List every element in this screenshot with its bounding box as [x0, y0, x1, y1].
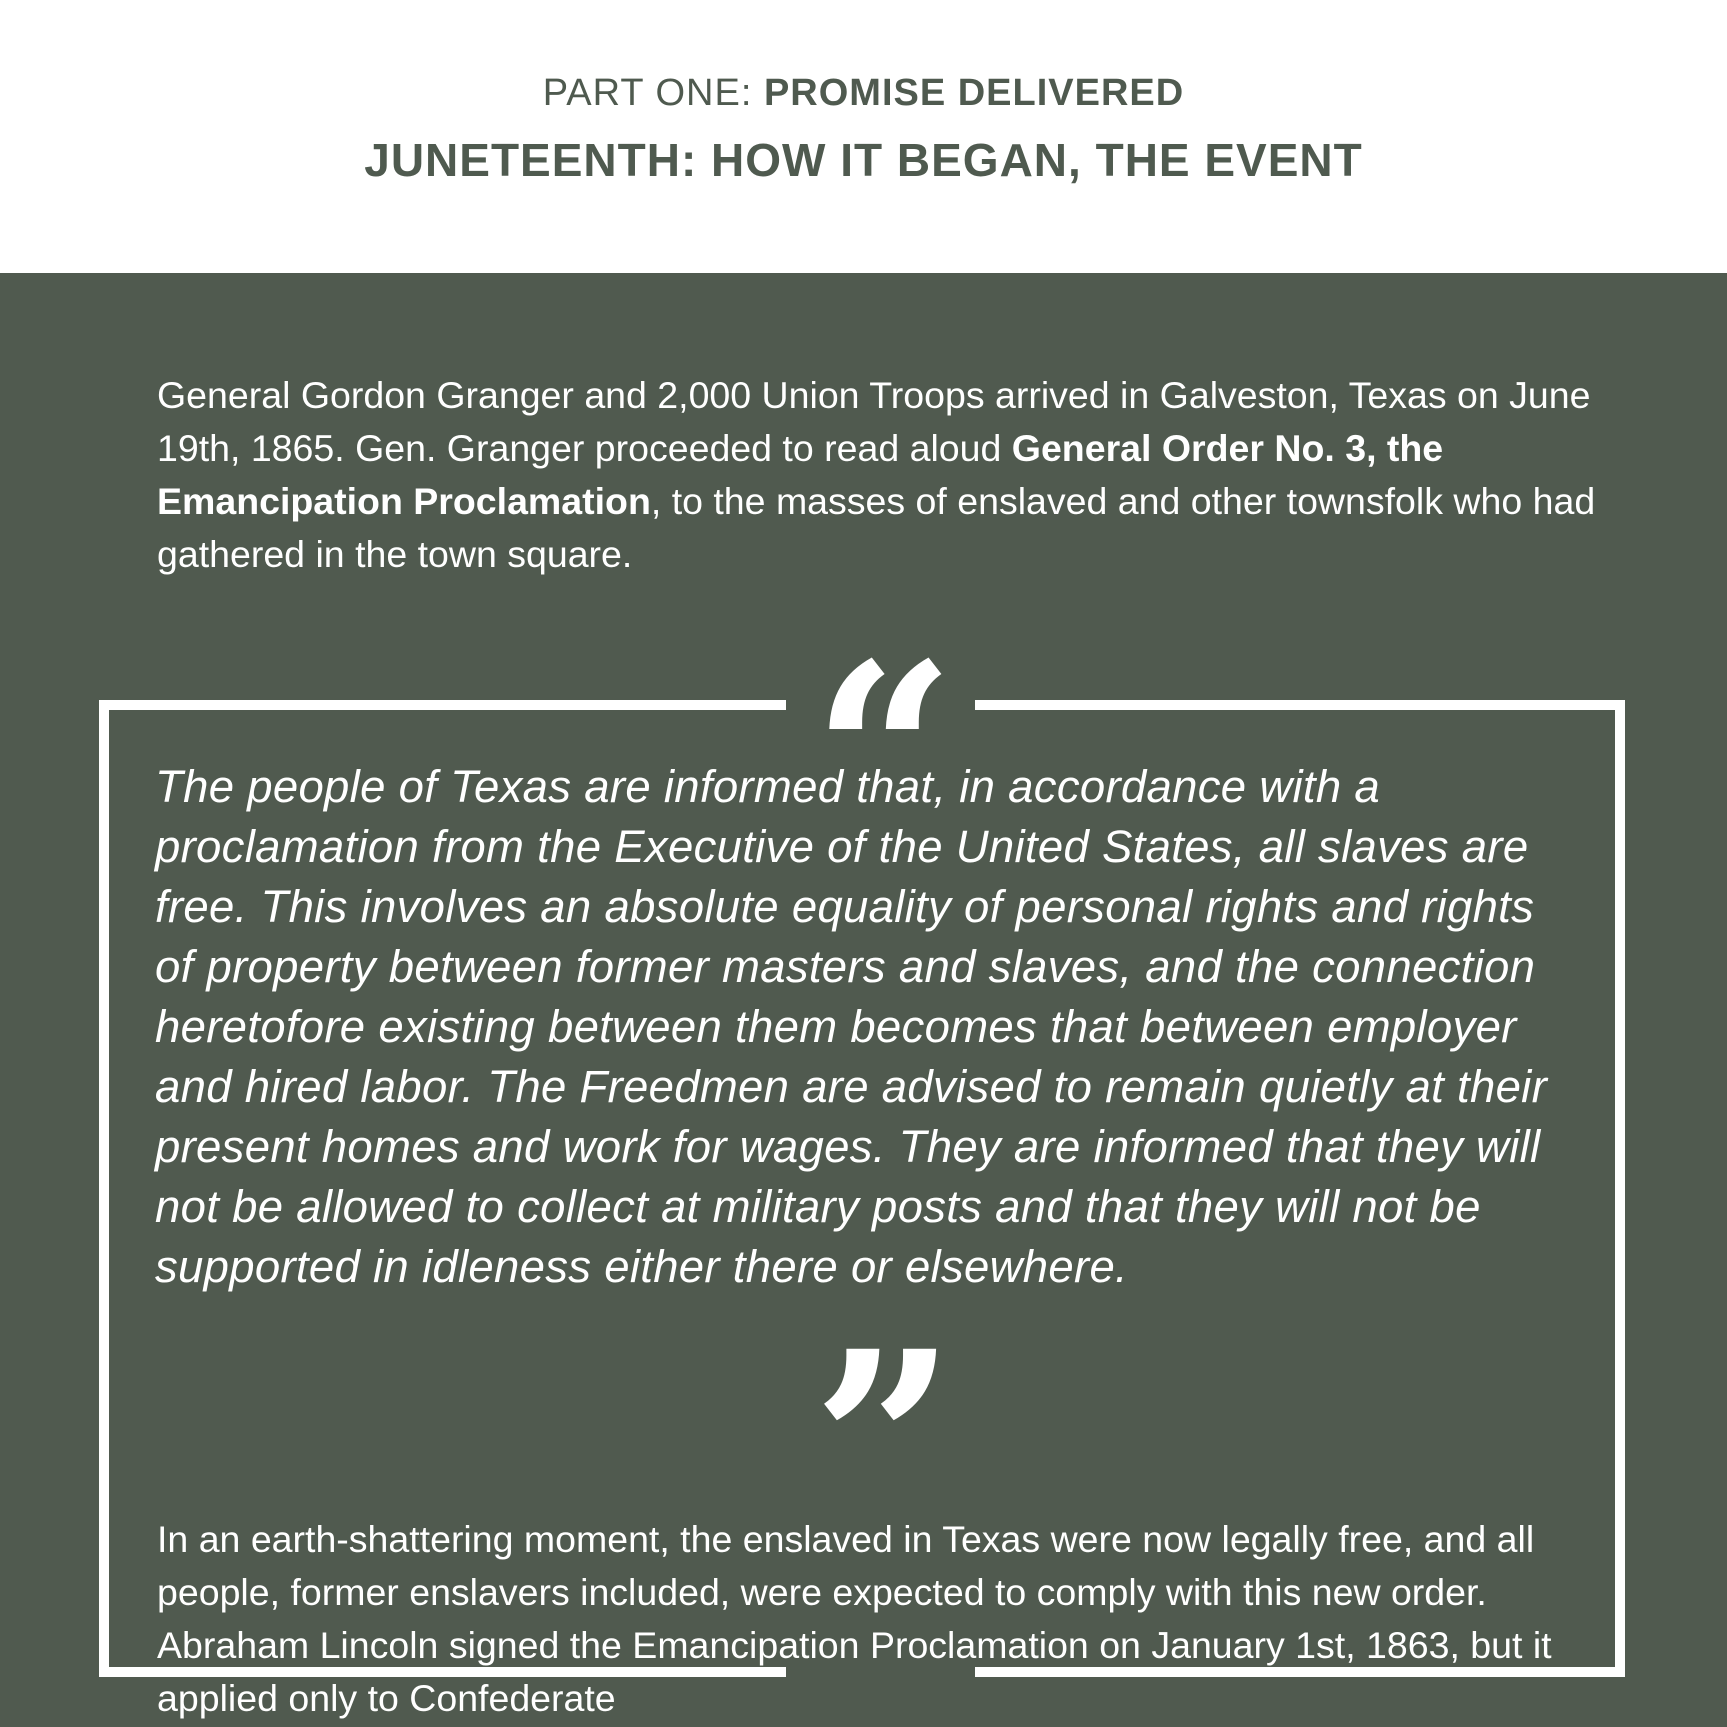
- frame-top-right-line: [975, 700, 1625, 710]
- open-quote-icon: “: [812, 608, 956, 902]
- part-heading: [0, 70, 1727, 116]
- intro-paragraph: [157, 369, 1597, 581]
- frame-right-line: [1615, 700, 1625, 1677]
- intro-text-after: , to the masses of enslaved and other townsfolk who had gathered in the town square.: [157, 480, 1596, 575]
- intro-text-before: General Gordon Granger and 2,000 Union Troops arrived in Galveston, Texas on June 19th, 1865. Gen. Granger proceeded to read aloud: [157, 374, 1591, 469]
- close-quote-icon: ”: [812, 1296, 956, 1590]
- part-title: PROMISE DELIVERED: [763, 72, 1185, 114]
- frame-top-left-line: [99, 700, 786, 710]
- content-panel: [0, 273, 1727, 1727]
- closing-paragraph: In an earth-shattering moment, the enslaved in Texas were now legally free, and all people, former enslavers included, were expected to comply with this new order. Abraham Lincoln signed the Emancipation Proclamation on January 1st, 1863, but it applied only to Confederate: [157, 1518, 1552, 1719]
- page-title: JUNETEENTH: HOW IT BEGAN, THE EVENT: [364, 134, 1363, 186]
- page-header: [0, 0, 1727, 273]
- intro-bold-text: General Order No. 3, the Emancipation Proclamation: [157, 427, 1444, 522]
- part-prefix: PART ONE:: [542, 72, 764, 114]
- proclamation-quote: The people of Texas are informed that, in accordance with a proclamation from the Executive of the United States, all slaves are free. This involves an absolute equality of personal rights and rights of property between former masters and slaves, and the connection heretofore existing between them becomes that between employer and hired labor. The Freedmen are advised to remain quietly at their present homes and work for wages. They are informed that they will not be allowed to collect at military posts and that they will not be supported in idleness either there or elsewhere.: [155, 761, 1548, 1292]
- frame-left-line: [99, 700, 109, 1677]
